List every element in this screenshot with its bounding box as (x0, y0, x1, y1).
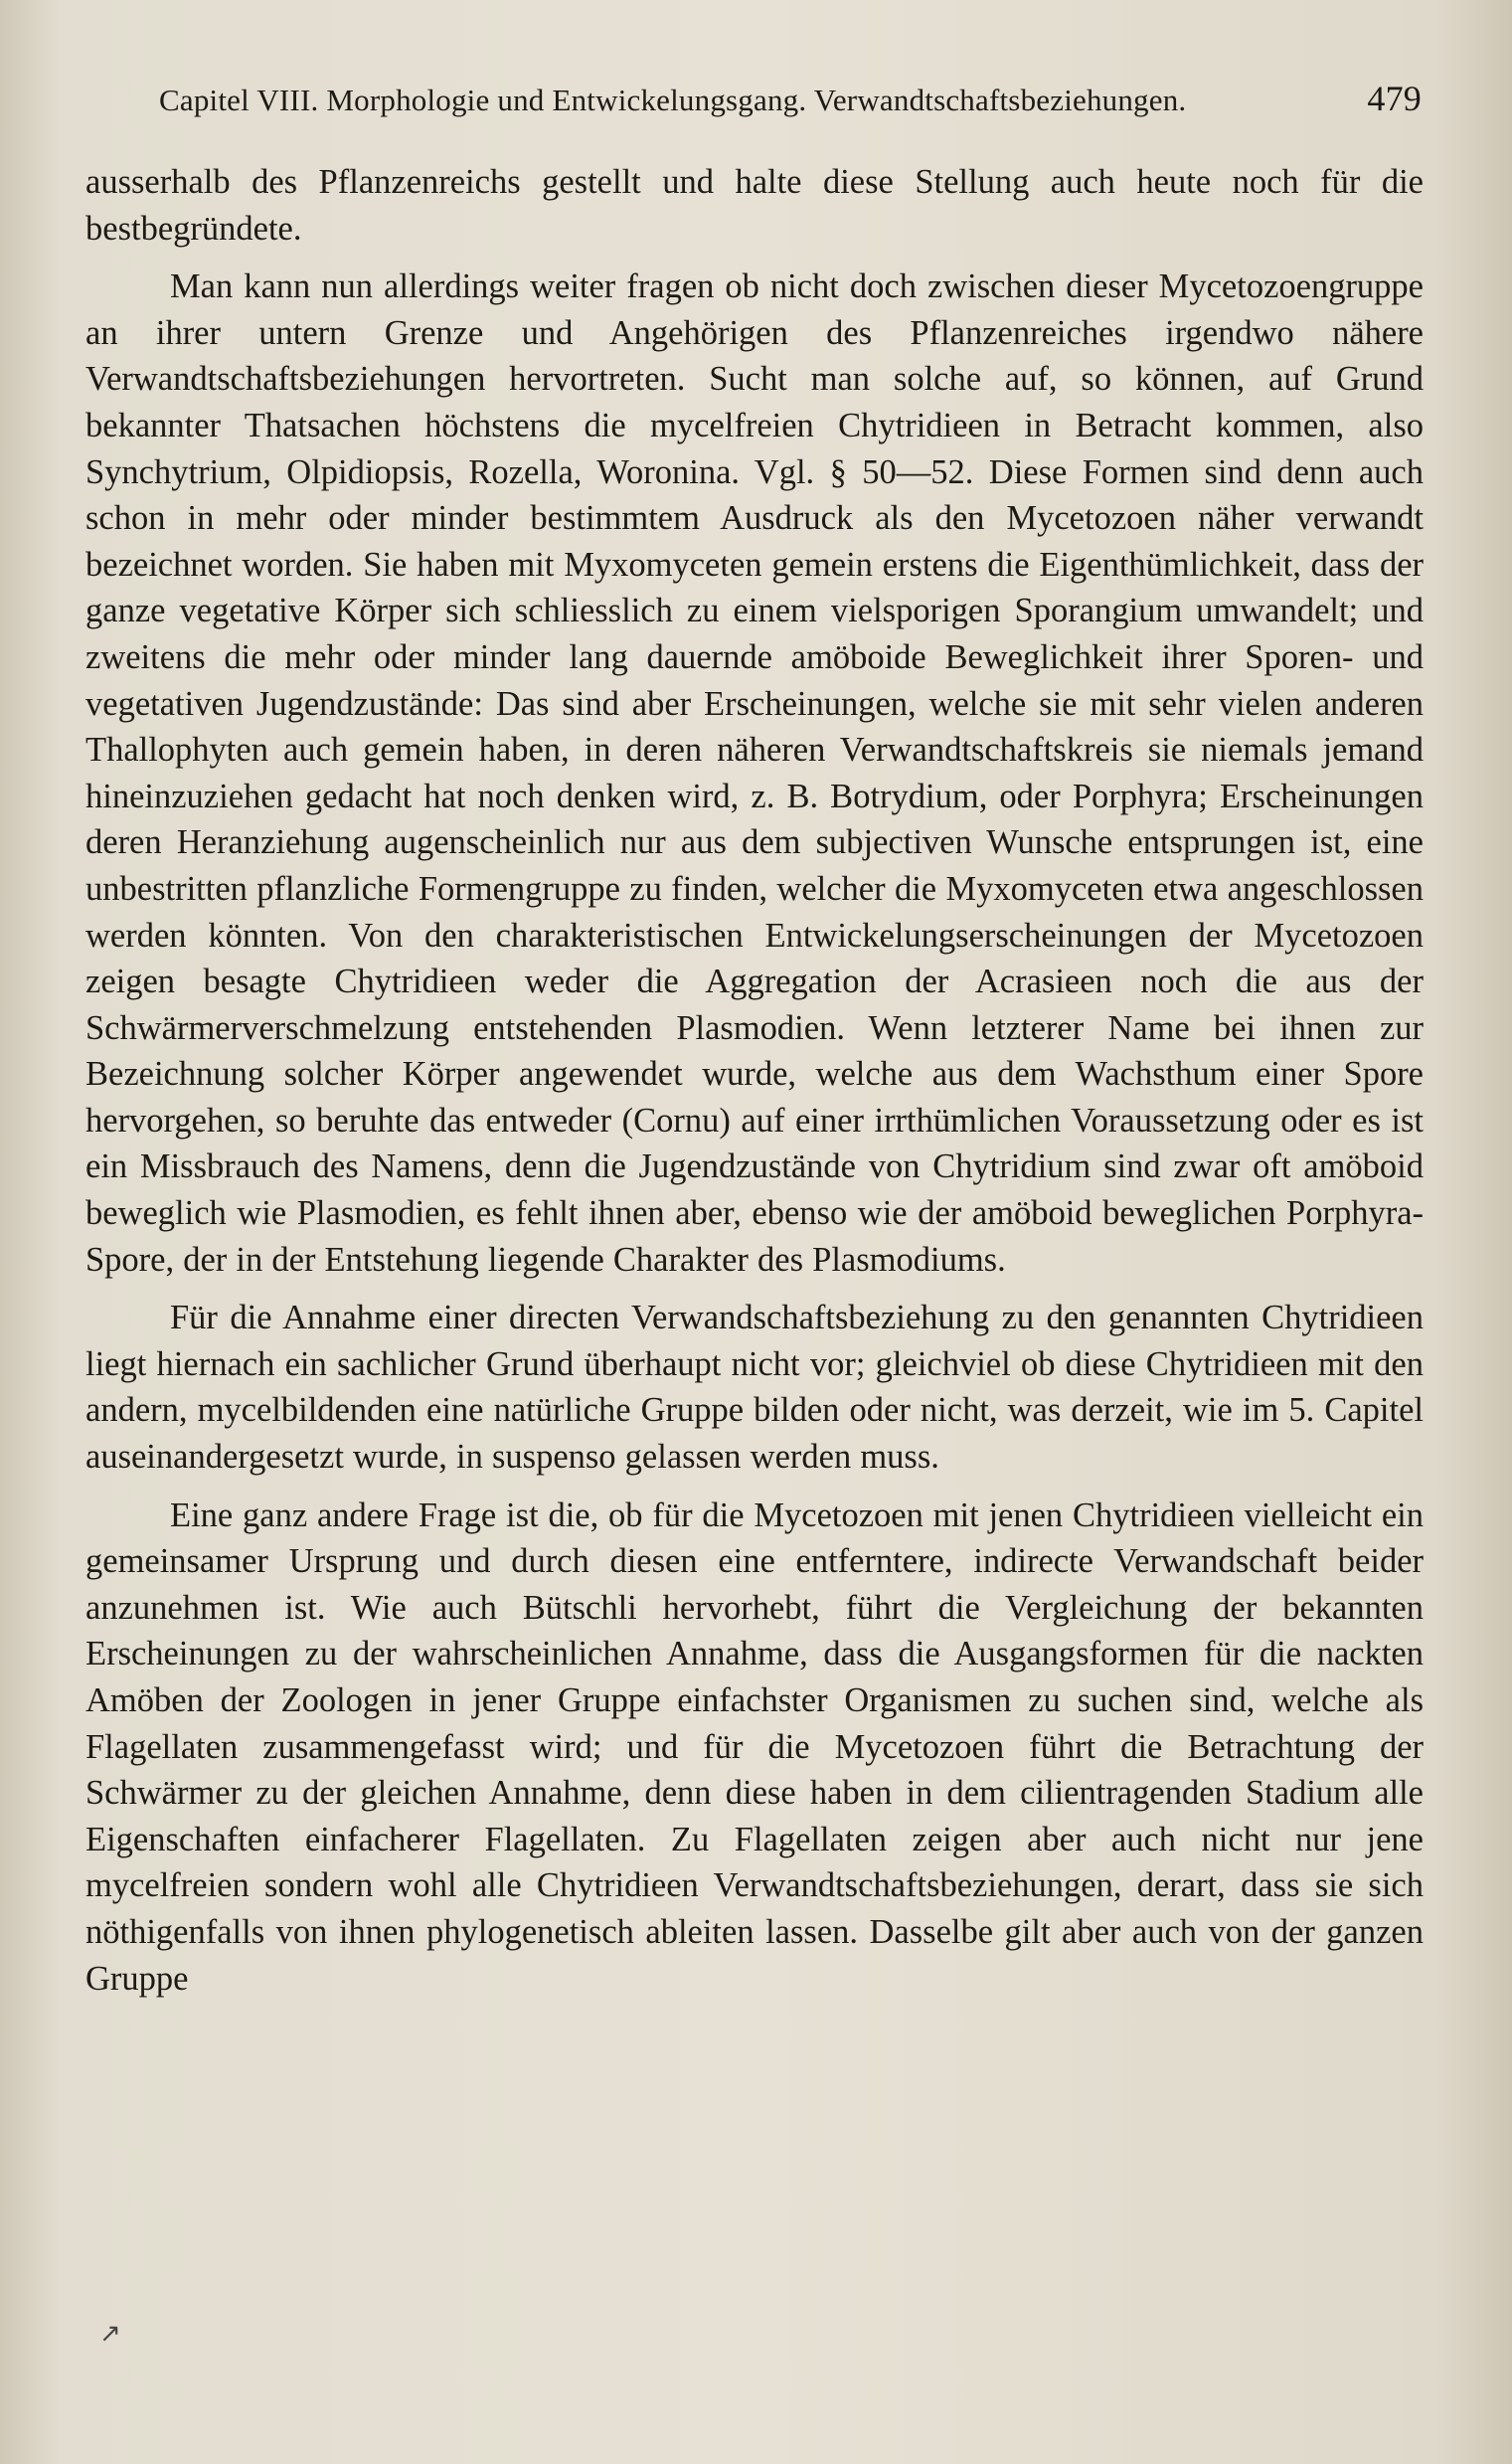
paragraph: ausserhalb des Pflanzenreichs gestellt und halte diese Stellung auch heute noch für die bestbegründete. (85, 163, 1424, 248)
running-title: Capitel VIII. Morphologie und Entwickelungsgang. Verwandtschaftsbeziehungen. (159, 83, 1187, 117)
paragraph: Für die Annahme einer directen Verwandschaftsbeziehung zu den genannten Chytridieen liegt hiernach ein sachlicher Grund überhaupt nicht vor; gleichviel ob diese Chytridieen mit den andern, mycelbildenden eine natürliche Gruppe bilden oder nicht, was derzeit, wie im 5. Capitel auseinandergesetzt wurde, in suspenso gelassen werden muss. (85, 1299, 1424, 1477)
paragraph: Man kann nun allerdings weiter fragen ob nicht doch zwischen dieser Mycetozoengruppe an ihrer untern Grenze und Angehörigen des Pflanzenreiches irgendwo nähere Verwandtschaftsbeziehungen hervortreten. Sucht man solche auf, so können, auf Grund bekannter Thatsachen höchstens die mycelfreien Chytridieen in Betracht kommen, also Synchytrium, Olpidiopsis, Rozella, Woronina. Vgl. § 50—52. Diese Formen sind denn auch schon in mehr oder minder bestimmtem Ausdruck als den Mycetozoen näher verwandt bezeichnet worden. Sie haben mit Myxomyceten gemein erstens die Eigenthümlichkeit, dass der ganze vegetative Körper sich schliesslich zu einem vielsporigen Sporangium umwandelt; und zweitens die mehr oder minder lang dauernde amöboide Beweglichkeit ihrer Sporen- und vegetativen Jugendzustände: Das sind aber Erscheinungen, welche sie mit sehr vielen anderen Thallophyten auch gemein haben, in deren näheren Verwandtschaftskreis sie niemals jemand hineinzuziehen gedacht hat noch denken wird, z. B. Botrydium, oder Porphyra; Erscheinungen deren Heranziehung augenscheinlich nur aus dem subjectiven Wunsche entsprungen ist, eine unbestritten pflanzliche Formengruppe zu finden, welcher die Myxomyceten etwa angeschlossen werden könnten. Von den charakteristischen Entwickelungserscheinungen der Mycetozoen zeigen besagte Chytridieen weder die Aggregation der Acrasieen noch die aus der Schwärmerverschmelzung entstehenden Plasmodien. Wenn letzterer Name bei ihnen zur Bezeichnung solcher Körper angewendet wurde, welche aus dem Wachsthum einer Spore hervorgehen, so beruhte das entweder (Cornu) auf einer irrthümlichen Voraussetzung oder es ist ein Missbrauch des Namens, denn die Jugendzustände von Chytridium sind zwar oft amöboid beweglich wie Plasmodien, es fehlt ihnen aber, ebenso wie der amöboid beweglichen Porphyra-Spore, der in der Entstehung liegende Charakter des Plasmodiums. (85, 267, 1424, 1279)
page-number: 479 (1367, 79, 1422, 118)
margin-mark: ↗ (99, 2319, 121, 2348)
running-header (159, 78, 1422, 119)
body-text (85, 159, 1424, 2002)
paragraph: Eine ganz andere Frage ist die, ob für die Mycetozoen mit jenen Chytridieen vielleicht ein gemeinsamer Ursprung und durch diesen eine entferntere, indirecte Verwandschaft beider anzunehmen ist. Wie auch Bütschli hervorhebt, führt die Vergleichung der bekannten Erscheinungen zu der wahrscheinlichen Annahme, dass die Ausgangsformen für die nackten Amöben der Zoologen in jener Gruppe einfachster Organismen zu suchen sind, welche als Flagellaten zusammengefasst wird; und für die Mycetozoen führt die Betrachtung der Schwärmer zu der gleichen Annahme, denn diese haben in dem cilientragenden Stadium alle Eigenschaften einfacherer Flagellaten. Zu Flagellaten zeigen aber auch nicht nur jene mycelfreien sondern wohl alle Chytridieen Verwandtschaftsbeziehungen, derart, dass sie sich nöthigenfalls von ihnen phylogenetisch ableiten lassen. Dasselbe gilt aber auch von der ganzen Gruppe (85, 1496, 1424, 1998)
